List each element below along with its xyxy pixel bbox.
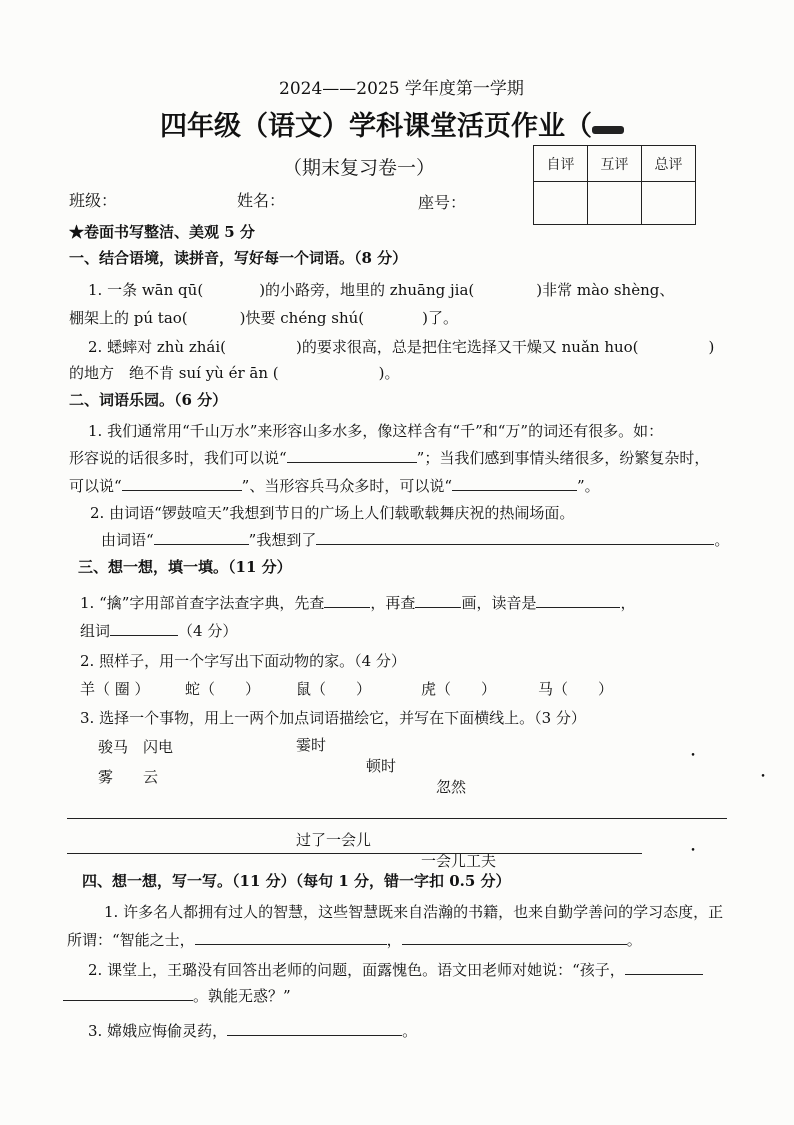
animal-3: 鼠（ ） — [296, 680, 372, 698]
s2-l3-b: ”、当形容兵马众多时，可以说“ — [241, 477, 453, 495]
answer-blank[interactable] — [110, 621, 178, 636]
s3-l2-b: （4 分） — [178, 622, 238, 640]
s2-l5-b: ”我想到了 — [248, 531, 317, 549]
total-eval-header: 总评 — [642, 146, 696, 182]
section-4-heading: 四、想一想，写一写。（11 分）（每句 1 分，错一字扣 0.5 分） — [82, 872, 511, 890]
school-year: 2024——2025 学年度第一学期 — [279, 79, 524, 99]
s4-line-4 — [63, 985, 291, 1006]
s2-l2-b: ”；当我们感到事情头绪很多，纷繁复杂时， — [416, 449, 710, 467]
ink-mark — [592, 126, 624, 134]
s2-line-3 — [69, 475, 600, 496]
word-1: 霎时 • — [296, 734, 794, 755]
answer-blank[interactable] — [63, 986, 193, 1001]
things-row-2: 雾 云 — [98, 768, 159, 786]
s1-line-4 — [69, 362, 400, 383]
s1-l4-b: )。 — [378, 364, 400, 382]
peer-eval-header: 互评 — [588, 146, 642, 182]
animal-5: 马（ ） — [538, 680, 614, 698]
page-title: 四年级（语文）学科课堂活页作业（ — [160, 111, 592, 142]
s4-l4-a: 。孰能无惑？” — [193, 987, 291, 1005]
s1-l1-a: 1. 一条 wān qū( — [88, 281, 204, 299]
s4-l2-a: 所谓：“智能之士， — [67, 931, 195, 949]
s1-l1-b: )的小路旁，地里的 zhuāng jia( — [259, 281, 475, 299]
s1-l4-a: 的地方 绝不肯 suí yù ér ān ( — [69, 364, 279, 382]
animal-2: 蛇（ ） — [185, 680, 261, 698]
s2-line-2 — [69, 447, 709, 468]
neatness-note: ★卷面书写整洁、美观 5 分 — [69, 223, 255, 241]
s1-line-3 — [88, 336, 714, 357]
s1-l2-c: )了。 — [422, 309, 458, 327]
self-eval-cell[interactable] — [534, 182, 588, 225]
s2-l3-c: ”。 — [577, 477, 600, 495]
s3-line-1 — [80, 592, 635, 613]
answer-blank[interactable] — [625, 960, 703, 975]
s3-l1-a: 1. “擒”字用部首查字法查字典，先查 — [80, 594, 325, 612]
writing-line-2[interactable] — [67, 853, 642, 854]
section-3-heading: 三、想一想，填一填。（11 分） — [78, 558, 292, 576]
class-label: 班级： — [69, 191, 118, 210]
s1-l1-c: )非常 mào shèng、 — [536, 281, 675, 299]
word-3: 忽然 • — [436, 776, 794, 797]
s4-l2-c: 。 — [626, 931, 642, 949]
answer-blank[interactable] — [324, 593, 370, 608]
s1-line-1 — [88, 279, 674, 300]
s2-line-1: 1. 我们通常用“千山万水”来形容山多水多，像这样含有“千”和“万”的词还有很多。如： — [88, 422, 664, 440]
s4-line-5 — [88, 1020, 417, 1041]
word-5: 一会儿工夫 • — [421, 850, 794, 871]
score-table — [533, 145, 696, 225]
answer-blank[interactable] — [402, 930, 627, 945]
writing-line-1[interactable] — [67, 818, 727, 819]
peer-eval-cell[interactable] — [588, 182, 642, 225]
answer-blank[interactable] — [287, 448, 417, 463]
s1-line-2 — [69, 307, 458, 328]
page-subtitle: （期末复习卷一） — [283, 157, 436, 179]
section-2-heading: 二、词语乐园。（6 分） — [69, 391, 228, 409]
s3-line-4: 3. 选择一个事物，用上一两个加点词语描绘它，并写在下面横线上。（3 分） — [80, 709, 586, 727]
s1-l2-b: )快要 chéng shú( — [239, 309, 365, 327]
s4-l3-a: 2. 课堂上，王璐没有回答出老师的问题，面露愧色。语文田老师对她说：“孩子， — [88, 961, 625, 979]
answer-blank[interactable] — [154, 530, 249, 545]
animal-1: 羊（ 圈 ） — [80, 680, 150, 698]
section-1-heading: 一、结合语境，读拼音，写好每一个词语。（8 分） — [69, 249, 408, 267]
s1-l3-b: )的要求很高，总是把住宅选择又干燥又 nuǎn huo( — [296, 338, 639, 356]
s2-line-4: 2. 由词语“锣鼓喧天”我想到节日的广场上人们载歌载舞庆祝的热闹场面。 — [90, 504, 575, 522]
answer-blank[interactable] — [415, 593, 461, 608]
s3-l1-d: ， — [620, 594, 636, 612]
answer-blank[interactable] — [452, 476, 577, 491]
word-2: 顿时 • — [366, 755, 794, 776]
animal-4: 虎（ ） — [421, 680, 497, 698]
s4-line-3 — [88, 959, 703, 980]
s2-l3-a: 可以说“ — [69, 477, 122, 495]
things-row-1: 骏马 闪电 — [98, 738, 174, 756]
s4-l2-b: ， — [386, 931, 402, 949]
s1-l3-c: ) — [708, 338, 715, 356]
total-eval-cell[interactable] — [642, 182, 696, 225]
s2-line-5 — [101, 529, 729, 550]
self-eval-header: 自评 — [534, 146, 588, 182]
s2-l5-a: 由词语“ — [101, 531, 154, 549]
s3-line-2 — [80, 620, 237, 641]
s1-l2-a: 棚架上的 pú tao( — [69, 309, 188, 327]
s4-line-1: 1. 许多名人都拥有过人的智慧，这些智慧既来自浩瀚的书籍，也来自勤学善问的学习态度，正 — [104, 903, 724, 921]
answer-blank[interactable] — [195, 930, 387, 945]
answer-blank[interactable] — [316, 530, 714, 545]
answer-blank[interactable] — [536, 593, 620, 608]
s4-l5-a: 3. 嫦娥应悔偷灵药， — [88, 1022, 228, 1040]
word-4: 过了一会儿 • — [296, 829, 794, 850]
s3-l2-a: 组词 — [80, 622, 111, 640]
s3-l1-b: ，再查 — [370, 594, 416, 612]
s2-l5-c: 。 — [714, 531, 730, 549]
name-label: 姓名： — [237, 191, 286, 210]
seat-label: 座号： — [418, 193, 467, 212]
s4-line-2 — [67, 929, 642, 950]
s3-l1-c: 画，读音是 — [461, 594, 537, 612]
s4-l5-b: 。 — [402, 1022, 418, 1040]
s2-l2-a: 形容说的话很多时，我们可以说“ — [69, 449, 287, 467]
s3-line-3: 2. 照样子，用一个字写出下面动物的家。（4 分） — [80, 652, 406, 670]
answer-blank[interactable] — [227, 1021, 402, 1036]
s1-l3-a: 2. 蟋蟀对 zhù zhái( — [88, 338, 226, 356]
answer-blank[interactable] — [122, 476, 242, 491]
